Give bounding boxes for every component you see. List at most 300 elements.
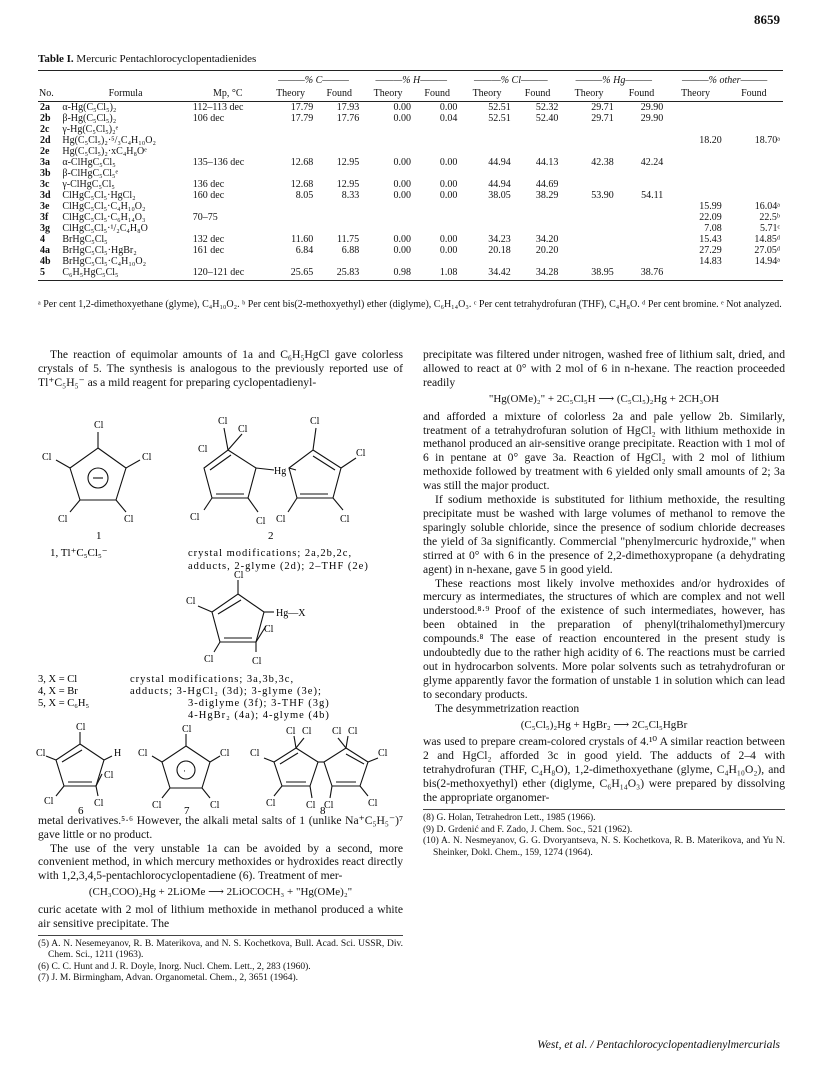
table-cell: 44.13 bbox=[535, 157, 559, 168]
table-cell: 4a bbox=[40, 245, 50, 256]
table-cell bbox=[414, 135, 460, 146]
table-cell: 8.05 bbox=[295, 190, 314, 201]
table-cell: 44.94 bbox=[488, 157, 511, 168]
table-cell: γ-Hg(C₅Cl₅)₂ᵉ bbox=[62, 124, 119, 135]
table-cell: 34.42 bbox=[460, 267, 513, 281]
table-cell: 3a bbox=[40, 157, 50, 168]
table-cell bbox=[265, 135, 316, 146]
table-cell: 34.28 bbox=[514, 267, 562, 281]
table-cell bbox=[460, 201, 513, 212]
atom-hg: Hg bbox=[274, 465, 287, 477]
table-cell: 38.76 bbox=[617, 267, 666, 281]
table-cell: 52.51 bbox=[488, 113, 511, 124]
table-cell bbox=[316, 168, 362, 179]
table-cell bbox=[666, 157, 725, 168]
table-cell bbox=[561, 135, 616, 146]
table-cell bbox=[666, 124, 725, 135]
table-cell bbox=[362, 256, 414, 267]
table-cell: 161 dec bbox=[192, 245, 225, 256]
structure-3-line: 5, X = C₆H₅ bbox=[38, 697, 90, 709]
table-cell: 2d bbox=[40, 135, 51, 146]
table-cell bbox=[725, 267, 783, 281]
table-cell bbox=[414, 168, 460, 179]
paragraph: precipitate was filtered under nitrogen, washed free of lithium salt, dried, and allowed to react at 0° with 2 mol of 6 in n-hexane. The reaction proceeded readily bbox=[423, 348, 785, 389]
table-cell: 0.04 bbox=[439, 113, 458, 124]
structure-3-caption: adducts; 3-HgCl₂ (3d); 3-glyme (3e); bbox=[130, 685, 322, 697]
table-cell bbox=[191, 201, 265, 212]
column-header: Theory bbox=[460, 87, 513, 102]
structure-3-caption: crystal modifications; 3a,3b,3c, bbox=[130, 673, 295, 685]
structure-3-caption: 3-diglyme (3f); 3-THF (3g) bbox=[188, 697, 330, 709]
structure-1 bbox=[56, 432, 140, 512]
table-row bbox=[38, 190, 783, 201]
structure-6-label: 6 bbox=[78, 804, 84, 817]
table-cell: α-ClHgC₅Cl₅ bbox=[62, 157, 116, 168]
table-row bbox=[38, 168, 783, 179]
table-cell bbox=[265, 212, 316, 223]
table-cell bbox=[725, 168, 783, 179]
structure-3 bbox=[198, 580, 274, 652]
table-cell: 0.00 bbox=[393, 157, 412, 168]
table-cell bbox=[561, 124, 616, 135]
table-cell: 3d bbox=[40, 190, 51, 201]
reference-item: (8) G. Holan, Tetrahedron Lett., 1985 (1966). bbox=[423, 813, 596, 823]
column-header: Theory bbox=[561, 87, 616, 102]
chemical-structures-figure bbox=[36, 394, 403, 817]
table-cell: 22.5ᵇ bbox=[759, 212, 780, 223]
atom-cl: Cl bbox=[94, 419, 104, 431]
table-cell: 0.00 bbox=[439, 245, 458, 256]
table-cell bbox=[414, 212, 460, 223]
atom-cl: Cl bbox=[310, 415, 320, 427]
table-cell bbox=[414, 256, 460, 267]
table-cell: 0.98 bbox=[362, 267, 414, 281]
table-cell bbox=[514, 168, 562, 179]
atom-cl: Cl bbox=[210, 799, 220, 811]
reference-item: (5) A. N. Nesemeyanov, R. B. Materikova, and N. S. Kochetkova, Bull. Acad. Sci. USSR, Div. Chem. Sci., 1211 (1963). bbox=[38, 938, 403, 961]
table-cell: 38.95 bbox=[561, 267, 616, 281]
column-header: Found bbox=[617, 87, 666, 102]
table-cell: 5.71ᶜ bbox=[759, 223, 780, 234]
table-cell bbox=[460, 256, 513, 267]
table-cell bbox=[414, 223, 460, 234]
table-cell: 4 bbox=[40, 234, 45, 245]
table-cell: 0.00 bbox=[393, 102, 412, 113]
table-cell: 2a bbox=[40, 102, 50, 113]
table-cell bbox=[265, 124, 316, 135]
table-cell bbox=[617, 179, 666, 190]
table-cell: 29.90 bbox=[640, 113, 664, 124]
table-cell: Hg(C₅Cl₅)₂·xC₄H₈Oᵉ bbox=[62, 146, 147, 157]
table-cell bbox=[191, 223, 265, 234]
table-cell: 0.00 bbox=[393, 234, 412, 245]
paragraph: The reaction of equimolar amounts of 1a and C₆H₅HgCl gave colorless crystals of 5. The synthesis is analogous to the previously reported use of Tl⁺C₅H₅⁻ as a mild reagent for preparing cyclopentadienyl- bbox=[38, 348, 403, 389]
table-cell bbox=[617, 168, 666, 179]
table-cell bbox=[725, 124, 783, 135]
table-cell bbox=[617, 212, 666, 223]
atom-cl: Cl bbox=[94, 797, 104, 809]
table-row bbox=[38, 179, 783, 190]
table-cell bbox=[514, 256, 562, 267]
table-cell: 27.05ᵈ bbox=[754, 245, 780, 256]
table-cell: 1.08 bbox=[414, 267, 460, 281]
atom-cl: Cl bbox=[220, 747, 230, 759]
table-row bbox=[38, 234, 783, 245]
table-cell bbox=[666, 179, 725, 190]
table-cell bbox=[617, 135, 666, 146]
table-cell: 14.83 bbox=[699, 256, 722, 267]
table-cell: 38.29 bbox=[535, 190, 559, 201]
atom-cl: Cl bbox=[256, 515, 266, 527]
atom-cl: Cl bbox=[76, 721, 86, 733]
table-cell: 15.99 bbox=[699, 201, 722, 212]
table-cell: 2c bbox=[40, 124, 50, 135]
references bbox=[38, 935, 403, 985]
table-cell bbox=[514, 223, 562, 234]
table-cell bbox=[617, 124, 666, 135]
column-header: Found bbox=[414, 87, 460, 102]
table-cell bbox=[666, 113, 725, 124]
table-cell: 12.95 bbox=[336, 157, 360, 168]
table-cell: 42.38 bbox=[591, 157, 614, 168]
table-row bbox=[38, 212, 783, 223]
equation: "Hg(OMe)₂" + 2C₅Cl₅H ⟶ (C₅Cl₅)₂Hg + 2CH₃OH bbox=[488, 392, 720, 405]
paragraph: metal derivatives.⁵·⁶ However, the alkali metal salts of 1 (unlike Na⁺C₅H₅⁻)⁷ gave little or no product. bbox=[38, 813, 403, 841]
table-cell bbox=[666, 190, 725, 201]
table-cell: 17.79 bbox=[290, 102, 314, 113]
structure-7-label: 7 bbox=[184, 804, 190, 817]
table-cell: 5 bbox=[38, 267, 60, 281]
table-cell bbox=[362, 212, 414, 223]
table-cell bbox=[617, 245, 666, 256]
table-row bbox=[38, 256, 783, 267]
table-cell bbox=[265, 201, 316, 212]
table-cell bbox=[460, 146, 513, 157]
table-cell bbox=[561, 168, 616, 179]
table-cell bbox=[725, 146, 783, 157]
table-cell bbox=[725, 157, 783, 168]
table-cell: 14.94ᵃ bbox=[754, 256, 780, 267]
structure-2-label: 2 bbox=[268, 529, 274, 542]
atom-cl: Cl bbox=[142, 451, 152, 463]
table-cell bbox=[316, 212, 362, 223]
table-cell: 34.23 bbox=[488, 234, 511, 245]
atom-cl: Cl bbox=[276, 513, 286, 525]
table-cell bbox=[362, 124, 414, 135]
table-cell: BrHgC₅Cl₅·C₄H₁₀O₂ bbox=[62, 256, 147, 267]
table-cell bbox=[666, 102, 725, 114]
atom-cl: Cl bbox=[42, 451, 52, 463]
table-cell: 3g bbox=[40, 223, 50, 234]
table-cell: 20.20 bbox=[535, 245, 559, 256]
paragraph: was used to prepare cream-colored crystals of 4.¹⁰ A similar reaction between 2 and HgCl₂ afforded 3c in good yield. The adducts of 2–4 with tetrahydrofuran (THF, C₄H₈O), 1,2-dimethoxyethane (glyme, C₄H₁₀O₂), and bis(2-methoxyethyl) ether (diglyme, C₆H₁₄O₃) were prepared by dissolving the appropriate organomer- bbox=[423, 735, 785, 805]
atom-cl: Cl bbox=[252, 655, 262, 667]
table-cell bbox=[561, 245, 616, 256]
table-cell bbox=[414, 146, 460, 157]
group-header: ———% H——— bbox=[362, 71, 460, 88]
table-cell: 52.51 bbox=[488, 102, 511, 113]
table-cell bbox=[514, 146, 562, 157]
page-number: 8659 bbox=[754, 12, 780, 27]
table-cell bbox=[561, 234, 616, 245]
table-row bbox=[38, 245, 783, 256]
column-header: Theory bbox=[362, 87, 414, 102]
table-cell: ClHgC₅Cl₅·C₄H₁₀O₂ bbox=[62, 201, 146, 212]
atom-h: H bbox=[114, 747, 122, 759]
table-cell bbox=[617, 146, 666, 157]
table-row bbox=[38, 201, 783, 212]
table-cell: 54.11 bbox=[641, 190, 664, 201]
dot-glyph: · bbox=[183, 765, 186, 776]
table-cell bbox=[460, 212, 513, 223]
table-cell bbox=[316, 146, 362, 157]
table-cell: 8.33 bbox=[341, 190, 360, 201]
paragraph: and afforded a mixture of colorless 2a and pale yellow 2b. Similarly, treatment of a tetrahydrofuran solution of HgCl₂ with lithium methoxide in methanol produced an air-sensitive orange precipitate. Reaction with 1 mol of 6 in pentane at 0° gave 3a. Reaction of HgCl₂ with 2 mol of lithium methoxide followed by treatment with 6 yielded only small amounts of 2; 3a was still the major product. bbox=[423, 409, 785, 493]
atom-cl: Cl bbox=[348, 725, 358, 737]
table-cell bbox=[561, 201, 616, 212]
table-cell: 0.00 bbox=[439, 179, 458, 190]
table-cell bbox=[561, 256, 616, 267]
atom-cl: Cl bbox=[138, 747, 148, 759]
table-cell: 3c bbox=[40, 179, 50, 190]
table-cell: 135–136 dec bbox=[192, 157, 245, 168]
table-cell bbox=[666, 168, 725, 179]
table-row bbox=[38, 124, 783, 135]
table-cell bbox=[617, 201, 666, 212]
atom-cl: Cl bbox=[266, 797, 276, 809]
group-header: ———% C——— bbox=[265, 71, 362, 88]
table-cell bbox=[561, 212, 616, 223]
table-cell: 20.18 bbox=[488, 245, 511, 256]
column-header: Found bbox=[514, 87, 562, 102]
table-cell: 0.00 bbox=[393, 245, 412, 256]
table-cell bbox=[191, 256, 265, 267]
table-cell: 18.20 bbox=[699, 135, 722, 146]
table-cell: 29.71 bbox=[591, 102, 614, 113]
structure-3-line: 3, X = Cl bbox=[38, 673, 78, 685]
paragraph: If sodium methoxide is substituted for lithium methoxide, the resulting precipitate must be washed with large volumes of methanol to remove the sparingly soluble chloride, since the presence of sodium chloride decreases the yield of 3a significantly. Commercial "phenylmercuric hydroxide," when stirred at 0° with 6 in the presence of 2,2-dimethoxypropane (a dehydrating agent) in n-hexane, gave 5 in good yield. bbox=[423, 493, 785, 576]
table-cell bbox=[265, 168, 316, 179]
table-cell: 17.76 bbox=[336, 113, 360, 124]
table-cell bbox=[725, 190, 783, 201]
table-cell: 136 dec bbox=[192, 179, 225, 190]
table-cell: 2b bbox=[40, 113, 51, 124]
table-cell bbox=[725, 102, 783, 114]
structure-3-caption: 4-HgBr₂ (4a); 4-glyme (4b) bbox=[188, 709, 330, 721]
table-title-text: Mercuric Pentachlorocyclopentadienides bbox=[76, 53, 257, 65]
atom-cl: Cl bbox=[250, 747, 260, 759]
table-row bbox=[38, 102, 783, 114]
table-label: Table I. bbox=[38, 53, 74, 65]
structure-8 bbox=[264, 736, 378, 798]
atom-cl: Cl bbox=[44, 795, 54, 807]
table-cell bbox=[617, 234, 666, 245]
table-cell: 4b bbox=[40, 256, 51, 267]
table-cell: ClHgC₅Cl₅·HgCl₂ bbox=[62, 190, 136, 201]
atom-cl: Cl bbox=[234, 569, 244, 581]
equation: (C₅Cl₅)₂Hg + HgBr₂ ⟶ 2C₅Cl₅HgBr bbox=[520, 718, 688, 731]
table-cell: 120–121 dec bbox=[191, 267, 265, 281]
column-header: Found bbox=[725, 87, 783, 102]
table-cell bbox=[617, 223, 666, 234]
atom-cl: Cl bbox=[104, 769, 114, 781]
table-footnotes: ᵃ Per cent 1,2-dimethoxyethane (glyme), C₄H₁₀O₂. ᵇ Per cent bis(2-methoxyethyl) ether (diglyme), C₆H₁₄O₃. ᶜ Per cent tetrahydrofuran (THF), C₄H₈O. ᵈ Per cent bromine. ᵉ Not analyzed. bbox=[38, 299, 782, 310]
table-row bbox=[38, 146, 783, 157]
table-cell bbox=[265, 256, 316, 267]
table-cell: γ-ClHgC₅Cl₅ bbox=[62, 179, 115, 190]
right-column bbox=[423, 348, 785, 859]
table-cell bbox=[666, 267, 725, 281]
table-cell: 12.68 bbox=[290, 179, 314, 190]
table-cell: 6.88 bbox=[341, 245, 360, 256]
table-cell bbox=[265, 146, 316, 157]
atom-cl: Cl bbox=[306, 799, 316, 811]
column-header: Theory bbox=[666, 87, 725, 102]
column-header: Theory bbox=[265, 87, 316, 102]
paragraph: The use of the very unstable 1a can be avoided by a second, more convenient method, in which mercury methoxides or hydroxides react directly with 1,2,3,4,5-pentachlorocyclopentadiene (6). Treatment of mer- bbox=[38, 841, 403, 883]
table-row bbox=[38, 157, 783, 168]
table-cell: BrHgC₅Cl₅·HgBr₂ bbox=[62, 245, 137, 256]
table-cell bbox=[316, 201, 362, 212]
table-row bbox=[38, 113, 783, 124]
atom-cl: Cl bbox=[286, 725, 296, 737]
table-cell: 38.05 bbox=[488, 190, 511, 201]
table-cell: 16.04ᵃ bbox=[754, 201, 780, 212]
table-cell: 14.85ᵈ bbox=[754, 234, 780, 245]
table-group-header-row bbox=[38, 71, 783, 88]
table-cell: β-ClHgC₅Cl₅ᵉ bbox=[62, 168, 119, 179]
atom-cl: Cl bbox=[302, 725, 312, 737]
table-cell: 29.71 bbox=[591, 113, 614, 124]
table-cell bbox=[460, 135, 513, 146]
table-cell: α-Hg(C₅Cl₅)₂ bbox=[62, 102, 117, 113]
table-cell: 17.93 bbox=[336, 102, 360, 113]
table-cell bbox=[460, 168, 513, 179]
equation: (CH₃COO)₂Hg + 2LiOMe ⟶ 2LiOCOCH₃ + "Hg(OMe)₂" bbox=[88, 886, 353, 899]
table-cell: ClHgC₅Cl₅·¹/₂C₄H₈O bbox=[62, 223, 148, 234]
table-cell: 11.75 bbox=[337, 234, 360, 245]
atom-cl: Cl bbox=[36, 747, 46, 759]
table-cell bbox=[514, 135, 562, 146]
table-cell: 17.79 bbox=[290, 113, 314, 124]
paragraph: curic acetate with 2 mol of lithium methoxide in methanol produced a white air sensitive precipitate. The bbox=[38, 903, 403, 931]
table-cell: 2e bbox=[40, 146, 50, 157]
atom-cl: Cl bbox=[58, 513, 68, 525]
structure-1-label: 1 bbox=[96, 529, 102, 542]
hg-x-label: Hg—X bbox=[276, 607, 306, 619]
atom-cl: Cl bbox=[238, 423, 248, 435]
table-title bbox=[38, 53, 256, 65]
data-table bbox=[38, 70, 783, 281]
atom-cl: Cl bbox=[356, 447, 366, 459]
table-cell bbox=[316, 223, 362, 234]
table-cell: 70–75 bbox=[192, 212, 218, 223]
table-cell: 12.68 bbox=[290, 157, 314, 168]
table-cell: β-Hg(C₅Cl₅)₂ bbox=[62, 113, 117, 124]
table-cell bbox=[414, 124, 460, 135]
structure-1-caption: 1, Tl⁺C₅Cl₅⁻ bbox=[50, 546, 108, 559]
table-cell bbox=[362, 146, 414, 157]
atom-cl: Cl bbox=[190, 511, 200, 523]
table-cell bbox=[316, 135, 362, 146]
table-cell bbox=[725, 113, 783, 124]
atom-cl: Cl bbox=[186, 595, 196, 607]
atom-cl: Cl bbox=[204, 653, 214, 665]
table-cell bbox=[191, 146, 265, 157]
table-cell bbox=[414, 201, 460, 212]
table-row bbox=[38, 267, 783, 281]
table-cell bbox=[265, 223, 316, 234]
atom-cl: Cl bbox=[152, 799, 162, 811]
atom-cl: Cl bbox=[340, 513, 350, 525]
table-cell bbox=[362, 223, 414, 234]
table-cell bbox=[191, 135, 265, 146]
table-cell: 52.40 bbox=[535, 113, 559, 124]
table-cell bbox=[617, 256, 666, 267]
table-cell: 42.24 bbox=[640, 157, 664, 168]
reference-item: (7) J. M. Birmingham, Advan. Organometal. Chem., 2, 3651 (1964). bbox=[38, 973, 298, 984]
table-cell: 160 dec bbox=[192, 190, 225, 201]
table-cell: 27.29 bbox=[699, 245, 722, 256]
left-column bbox=[38, 348, 403, 985]
atom-cl: Cl bbox=[264, 623, 274, 635]
table-container bbox=[38, 70, 783, 281]
atom-cl: Cl bbox=[324, 799, 334, 811]
atom-cl: Cl bbox=[198, 443, 208, 455]
reference-item: (10) A. N. Nesmeyanov, G. G. Dvoryantseva, N. S. Kochetkova, R. B. Materikova, and Yu N. Sheinker, Dokl. Chem., 159, 1274 (1964). bbox=[423, 836, 785, 858]
running-footer: West, et al. / Pentachlorocyclopentadienylmercurials bbox=[537, 1039, 780, 1051]
table-cell: 3f bbox=[40, 212, 49, 223]
table-cell: ClHgC₅Cl₅·C₆H₁₄O₃ bbox=[62, 212, 146, 223]
table-cell: 112–113 dec bbox=[192, 102, 244, 113]
table-cell: 25.65 bbox=[265, 267, 316, 281]
table-cell bbox=[362, 135, 414, 146]
table-cell: 44.69 bbox=[535, 179, 559, 190]
table-cell: 34.20 bbox=[535, 234, 559, 245]
table-cell bbox=[514, 212, 562, 223]
table-cell bbox=[191, 124, 265, 135]
table-cell bbox=[666, 146, 725, 157]
column-header: No. bbox=[38, 87, 60, 102]
table-cell bbox=[561, 179, 616, 190]
table-cell bbox=[460, 223, 513, 234]
reference-item: (6) C. C. Hunt and J. R. Doyle, Inorg. Nucl. Chem. Lett., 2, 283 (1960). bbox=[38, 961, 311, 972]
atom-cl: Cl bbox=[378, 747, 388, 759]
structure-8-label: 8 bbox=[320, 804, 326, 817]
table-cell: 0.00 bbox=[439, 157, 458, 168]
atom-cl: Cl bbox=[368, 797, 378, 809]
structure-2-caption: adducts, 2-glyme (2d); 2–THF (2e) bbox=[188, 560, 369, 572]
table-cell: 3b bbox=[40, 168, 51, 179]
table-cell: 0.00 bbox=[393, 190, 412, 201]
table-cell: 18.70ᵃ bbox=[754, 135, 780, 146]
table-cell: 12.95 bbox=[336, 179, 360, 190]
paragraph: These reactions most likely involve methoxides and/or hydroxides of mercury as intermediates, the structures of which are complex and not well understood.⁸·⁹ Proof of the existence of such intermediates, however, has been obtained in the preparation of phenyl(trihalomethyl)mercury compounds.⁸ The ease of reaction encountered in the present study is undoubtedly due to the rather high acidity of 6. The reactions must be carried out in hydrocarbon solvents. More polar solvents such as tetrahydrofuran or glyme apparently favor the formation of unstable 1 in solution which can lead to secondary products. bbox=[423, 576, 785, 701]
column-header: Mp, °C bbox=[191, 87, 265, 102]
table-cell bbox=[561, 146, 616, 157]
table-cell: 0.00 bbox=[439, 190, 458, 201]
table-cell: 25.83 bbox=[316, 267, 362, 281]
column-header: Formula bbox=[60, 87, 190, 102]
table-cell: 29.90 bbox=[640, 102, 664, 113]
column-header: Found bbox=[316, 87, 362, 102]
table-cell: 3e bbox=[40, 201, 50, 212]
table-row bbox=[38, 223, 783, 234]
table-cell: 7.08 bbox=[704, 223, 722, 234]
group-header: ———% Cl——— bbox=[460, 71, 561, 88]
table-cell: 44.94 bbox=[488, 179, 511, 190]
table-cell bbox=[316, 256, 362, 267]
